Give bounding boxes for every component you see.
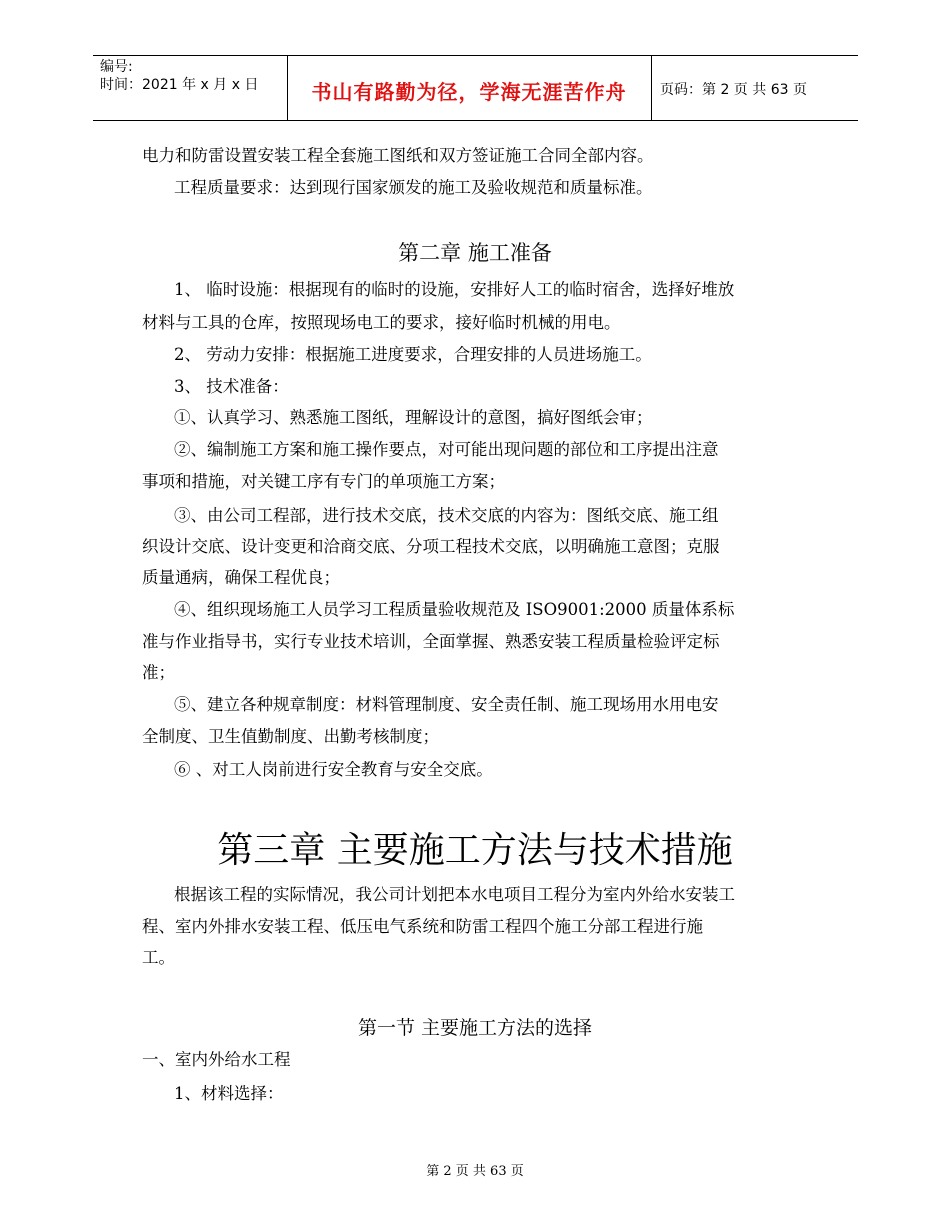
paragraph-line: 电力和防雷设置安装工程全套施工图纸和双方签证施工合同全部内容。 xyxy=(142,146,654,165)
document-time: 时间：2021 年 x 月 x 日 xyxy=(100,77,259,93)
paragraph-line: ⑤、建立各种规章制度：材料管理制度、安全责任制、施工现场用水用电安 xyxy=(174,695,719,714)
paragraph-line: 根据该工程的实际情况，我公司计划把本水电项目工程分为室内外给水安装工 xyxy=(174,885,735,904)
subheading-line: 一、室内外给水工程 xyxy=(142,1050,291,1069)
paragraph-line: 准； xyxy=(142,663,175,682)
paragraph-line: 材料与工具的仓库，按照现场电工的要求，接好临时机械的用电。 xyxy=(142,313,621,332)
paragraph-line: ③、由公司工程部，进行技术交底，技术交底的内容为：图纸交底、施工组 xyxy=(174,506,719,525)
header-bottom-rule xyxy=(93,120,858,121)
paragraph-line: 工程质量要求：达到现行国家颁发的施工及验收规范和质量标准。 xyxy=(174,178,653,197)
document-number-label: 编号: xyxy=(100,59,133,75)
paragraph-line: 1、 临时设施：根据现有的临时的设施，安排好人工的临时宿舍，选择好堆放 xyxy=(174,280,735,299)
header-motto: 书山有路勤为径，学海无涯苦作舟 xyxy=(311,80,627,104)
chapter-2-heading: 第二章 施工准备 xyxy=(398,241,552,265)
header-top-rule xyxy=(93,55,858,56)
paragraph-line: ②、编制施工方案和施工操作要点，对可能出现问题的部位和工序提出注意 xyxy=(174,440,719,459)
section-1-heading: 第一节 主要施工方法的选择 xyxy=(357,1017,593,1039)
paragraph-line: 2、 劳动力安排：根据施工进度要求，合理安排的人员进场施工。 xyxy=(174,345,652,364)
paragraph-line: 3、 技术准备： xyxy=(174,377,289,396)
paragraph-line: 质量通病，确保工程优良； xyxy=(142,568,340,587)
paragraph-line: 程、室内外排水安装工程、低压电气系统和防雷工程四个施工分部工程进行施 xyxy=(142,917,703,936)
page-footer: 第 2 页 共 63 页 xyxy=(426,1164,524,1179)
paragraph-line: 工。 xyxy=(142,948,175,967)
paragraph-line: 全制度、卫生值勤制度、出勤考核制度； xyxy=(142,727,439,746)
header-left-block xyxy=(100,58,258,94)
paragraph-line: ④、组织现场施工人员学习工程质量验收规范及 ISO9001:2000 质量体系标 xyxy=(174,600,735,619)
paragraph-line: 织设计交底、设计变更和洽商交底、分项工程技术交底，以明确施工意图；克服 xyxy=(142,537,720,556)
paragraph-line: ⑥ 、对工人岗前进行安全教育与安全交底。 xyxy=(174,760,493,779)
header-page-info: 页码：第 2 页 共 63 页 xyxy=(660,82,807,98)
header-divider-right xyxy=(651,55,652,120)
paragraph-line: 事项和措施，对关键工序有专门的单项施工方案； xyxy=(142,472,505,491)
paragraph-line: 1、材料选择： xyxy=(174,1084,284,1103)
paragraph-line: 准与作业指导书，实行专业技术培训，全面掌握、熟悉安装工程质量检验评定标 xyxy=(142,632,720,651)
paragraph-line: ①、认真学习、熟悉施工图纸，理解设计的意图，搞好图纸会审； xyxy=(174,408,653,427)
chapter-3-heading: 第三章 主要施工方法与技术措施 xyxy=(217,830,733,871)
